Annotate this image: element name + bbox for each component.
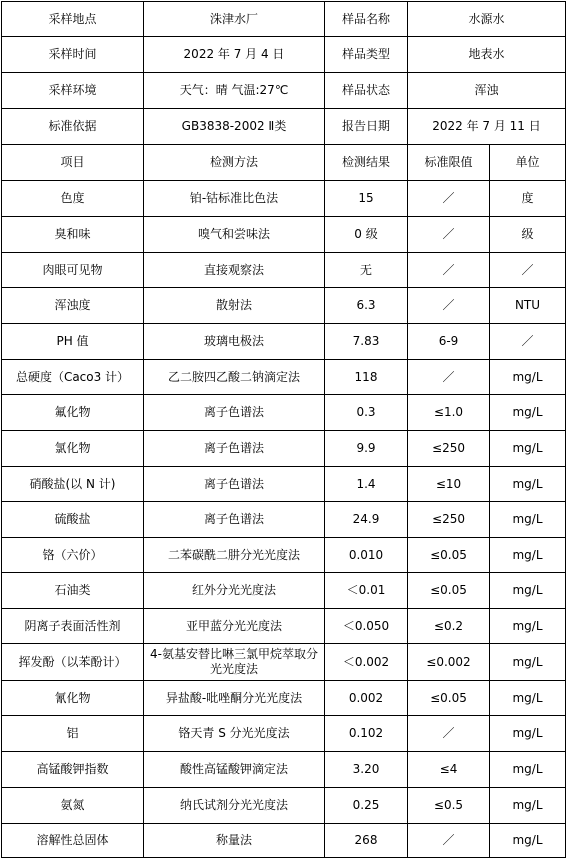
test-method-cell: 纳氏试剂分光光度法	[144, 788, 325, 824]
test-result-cell: 7.83	[325, 324, 408, 360]
test-method-cell: 离子色谱法	[144, 502, 325, 538]
table-row	[2, 502, 566, 538]
standard-limit-cell: ／	[408, 360, 490, 395]
item-name-cell: PH 值	[2, 324, 144, 360]
table-row	[2, 824, 566, 858]
test-method-cell: 离子色谱法	[144, 395, 325, 431]
test-result-cell: ＜0.050	[325, 609, 408, 644]
unit-cell: mg/L	[490, 644, 566, 681]
unit-cell: mg/L	[490, 716, 566, 752]
test-result-cell: 1.4	[325, 467, 408, 502]
unit-cell: mg/L	[490, 824, 566, 858]
test-method-cell: 铬天青 S 分光光度法	[144, 716, 325, 752]
standard-limit-cell: ≤1.0	[408, 395, 490, 431]
test-method-cell: 散射法	[144, 288, 325, 324]
standard-limit-cell: ≤10	[408, 467, 490, 502]
test-result-cell: 0.010	[325, 538, 408, 573]
test-result-cell: 118	[325, 360, 408, 395]
unit-header: 单位	[490, 145, 566, 181]
standard-limit-cell: ≤250	[408, 502, 490, 538]
item-name-cell: 氰化物	[2, 681, 144, 716]
test-result-cell: 0.002	[325, 681, 408, 716]
info-label: 标准依据	[2, 109, 144, 145]
unit-cell: ／	[490, 253, 566, 288]
table-row	[2, 288, 566, 324]
unit-cell: mg/L	[490, 431, 566, 467]
table-row	[2, 467, 566, 502]
item-name-cell: 石油类	[2, 573, 144, 609]
table-row	[2, 788, 566, 824]
unit-cell: 度	[490, 181, 566, 217]
info-row	[2, 37, 566, 73]
info-value: 地表水	[408, 37, 566, 73]
unit-cell: mg/L	[490, 752, 566, 788]
item-name-cell: 铝	[2, 716, 144, 752]
test-method-cell: 嗅气和尝味法	[144, 217, 325, 253]
item-name-cell: 氯化物	[2, 431, 144, 467]
unit-cell: 级	[490, 217, 566, 253]
standard-limit-cell: ≤0.5	[408, 788, 490, 824]
standard-limit-cell: ／	[408, 217, 490, 253]
item-name-cell: 硫酸盐	[2, 502, 144, 538]
unit-cell: mg/L	[490, 681, 566, 716]
unit-cell: mg/L	[490, 467, 566, 502]
unit-cell: mg/L	[490, 502, 566, 538]
test-method-cell: 异盐酸-吡唑酮分光光度法	[144, 681, 325, 716]
standard-limit-cell: ≤0.05	[408, 681, 490, 716]
test-result-cell: ＜0.01	[325, 573, 408, 609]
table-row	[2, 752, 566, 788]
standard-limit-cell: ≤250	[408, 431, 490, 467]
info-label: 样品名称	[325, 2, 408, 37]
item-name-cell: 色度	[2, 181, 144, 217]
test-method-cell: 离子色谱法	[144, 431, 325, 467]
standard-limit-cell: ≤0.05	[408, 538, 490, 573]
test-result-cell: 3.20	[325, 752, 408, 788]
test-method-cell: 二苯碳酰二肼分光光度法	[144, 538, 325, 573]
report-table-body	[2, 2, 566, 858]
info-value: 水源水	[408, 2, 566, 37]
standard-limit-cell: ／	[408, 716, 490, 752]
test-method-cell: 酸性高锰酸钾滴定法	[144, 752, 325, 788]
item-name-cell: 肉眼可见物	[2, 253, 144, 288]
column-header-row	[2, 145, 566, 181]
unit-cell: mg/L	[490, 360, 566, 395]
info-value: 洙津水厂	[144, 2, 325, 37]
standard-limit-cell: ／	[408, 181, 490, 217]
item-name-cell: 阴离子表面活性剂	[2, 609, 144, 644]
info-label: 样品状态	[325, 73, 408, 109]
unit-cell: mg/L	[490, 788, 566, 824]
test-result-header: 检测结果	[325, 145, 408, 181]
test-result-cell: 24.9	[325, 502, 408, 538]
table-row	[2, 681, 566, 716]
test-method-header: 检测方法	[144, 145, 325, 181]
table-row	[2, 324, 566, 360]
test-result-cell: 0.25	[325, 788, 408, 824]
info-value: 2022 年 7 月 11 日	[408, 109, 566, 145]
test-method-cell: 称量法	[144, 824, 325, 858]
unit-cell: mg/L	[490, 395, 566, 431]
info-row	[2, 73, 566, 109]
standard-limit-header: 标准限值	[408, 145, 490, 181]
test-result-cell: 6.3	[325, 288, 408, 324]
standard-limit-cell: ／	[408, 253, 490, 288]
standard-limit-cell: ／	[408, 288, 490, 324]
standard-limit-cell: 6-9	[408, 324, 490, 360]
item-name-header: 项目	[2, 145, 144, 181]
test-method-cell: 乙二胺四乙酸二钠滴定法	[144, 360, 325, 395]
unit-cell: NTU	[490, 288, 566, 324]
item-name-cell: 氟化物	[2, 395, 144, 431]
info-value: 天气：晴 气温:27℃	[144, 73, 325, 109]
item-name-cell: 氨氮	[2, 788, 144, 824]
info-row	[2, 2, 566, 37]
item-name-cell: 臭和味	[2, 217, 144, 253]
test-result-cell: 无	[325, 253, 408, 288]
test-result-cell: 0.102	[325, 716, 408, 752]
unit-cell: mg/L	[490, 573, 566, 609]
table-row	[2, 360, 566, 395]
table-row	[2, 253, 566, 288]
item-name-cell: 高锰酸钾指数	[2, 752, 144, 788]
table-row	[2, 573, 566, 609]
standard-limit-cell: ≤4	[408, 752, 490, 788]
test-method-cell: 红外分光光度法	[144, 573, 325, 609]
standard-limit-cell: ／	[408, 824, 490, 858]
test-result-cell: 15	[325, 181, 408, 217]
item-name-cell: 挥发酚（以苯酚计）	[2, 644, 144, 681]
table-row	[2, 431, 566, 467]
info-label: 采样环境	[2, 73, 144, 109]
table-row	[2, 217, 566, 253]
test-method-cell: 4-氨基安替比啉三氯甲烷萃取分光光度法	[144, 644, 325, 681]
item-name-cell: 总硬度（Caco3 计）	[2, 360, 144, 395]
item-name-cell: 硝酸盐(以 N 计)	[2, 467, 144, 502]
test-method-cell: 亚甲蓝分光光度法	[144, 609, 325, 644]
info-value: GB3838-2002 Ⅱ类	[144, 109, 325, 145]
test-method-cell: 离子色谱法	[144, 467, 325, 502]
test-method-cell: 玻璃电极法	[144, 324, 325, 360]
test-method-cell: 直接观察法	[144, 253, 325, 288]
table-row	[2, 644, 566, 681]
item-name-cell: 浑浊度	[2, 288, 144, 324]
test-result-cell: 0 级	[325, 217, 408, 253]
unit-cell: mg/L	[490, 538, 566, 573]
table-row	[2, 716, 566, 752]
info-value: 2022 年 7 月 4 日	[144, 37, 325, 73]
table-row	[2, 609, 566, 644]
unit-cell: mg/L	[490, 609, 566, 644]
item-name-cell: 铬（六价）	[2, 538, 144, 573]
test-result-cell: 0.3	[325, 395, 408, 431]
standard-limit-cell: ≤0.2	[408, 609, 490, 644]
test-result-cell: ＜0.002	[325, 644, 408, 681]
info-label: 采样时间	[2, 37, 144, 73]
info-value: 浑浊	[408, 73, 566, 109]
unit-cell: ／	[490, 324, 566, 360]
standard-limit-cell: ≤0.05	[408, 573, 490, 609]
info-label: 样品类型	[325, 37, 408, 73]
info-label: 采样地点	[2, 2, 144, 37]
info-label: 报告日期	[325, 109, 408, 145]
table-row	[2, 181, 566, 217]
item-name-cell: 溶解性总固体	[2, 824, 144, 858]
water-quality-report-table	[1, 1, 566, 858]
test-result-cell: 9.9	[325, 431, 408, 467]
test-result-cell: 268	[325, 824, 408, 858]
standard-limit-cell: ≤0.002	[408, 644, 490, 681]
test-method-cell: 铂-钴标准比色法	[144, 181, 325, 217]
info-row	[2, 109, 566, 145]
table-row	[2, 538, 566, 573]
table-row	[2, 395, 566, 431]
